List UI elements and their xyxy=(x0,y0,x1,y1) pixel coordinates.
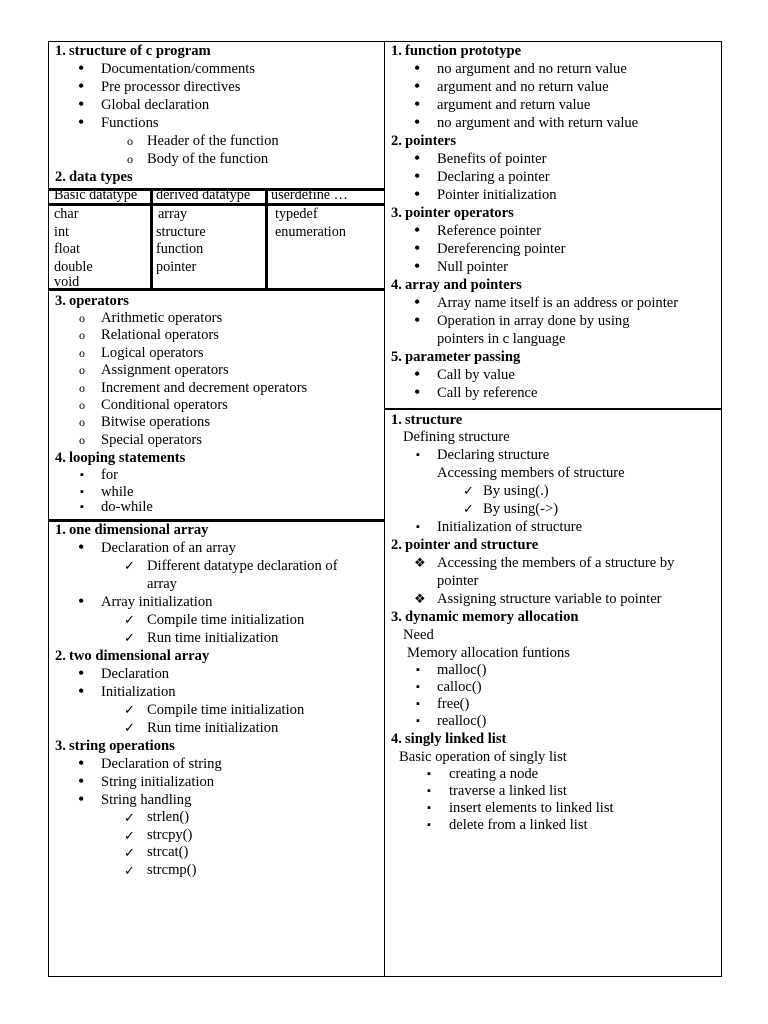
diamond-bullet-icon: ❖ xyxy=(414,555,426,570)
list-intro: Need xyxy=(403,627,434,643)
square-bullet-icon: ▪ xyxy=(427,819,431,831)
list-item: • argument and return value xyxy=(414,94,591,114)
list-item: ✓ Different datatype declaration of xyxy=(124,558,338,574)
list-item: • Declaring a pointer xyxy=(414,166,550,186)
section-heading: 2. pointers xyxy=(391,133,457,149)
square-bullet-icon: ▪ xyxy=(80,469,84,482)
list-item: • no argument and no return value xyxy=(414,58,627,78)
section-divider xyxy=(385,408,722,410)
list-item: ▪ malloc() xyxy=(416,662,487,678)
bullet-icon: • xyxy=(78,771,85,791)
list-item: o Arithmetic operators xyxy=(79,310,223,326)
list-item-continuation: Accessing members of structure xyxy=(437,465,625,481)
circle-bullet-icon: o xyxy=(79,328,85,343)
list-item-continuation: pointers in c language xyxy=(437,331,566,347)
bullet-icon: • xyxy=(78,591,85,611)
list-item: ▪ delete from a linked list xyxy=(427,817,588,833)
derived-types-cell: array structure function pointer xyxy=(156,206,206,275)
list-item-continuation: pointer xyxy=(437,573,479,589)
list-item: ✓ Run time initialization xyxy=(124,720,279,736)
list-item: o Logical operators xyxy=(79,344,204,361)
check-icon: ✓ xyxy=(124,612,135,627)
list-item: ▪ for xyxy=(80,467,119,484)
list-item: ✓ Compile time initialization xyxy=(124,702,305,718)
circle-bullet-icon: o xyxy=(79,345,85,360)
bullet-icon: • xyxy=(78,94,85,114)
circle-bullet-icon: o xyxy=(127,134,133,148)
check-icon: ✓ xyxy=(124,630,135,645)
list-item: o Conditional operators xyxy=(79,396,228,413)
list-item: • Reference pointer xyxy=(414,220,542,240)
list-item: • Pointer initialization xyxy=(414,184,557,204)
list-item: • argument and no return value xyxy=(414,76,609,96)
bullet-icon: • xyxy=(414,382,421,402)
bullet-icon: • xyxy=(414,184,421,204)
square-bullet-icon: ▪ xyxy=(416,698,420,710)
bullet-icon: • xyxy=(414,112,421,132)
list-intro: Defining structure xyxy=(403,429,510,445)
bullet-icon: • xyxy=(414,238,421,258)
list-item: ▪ traverse a linked list xyxy=(427,783,567,799)
bullet-icon: • xyxy=(414,76,421,96)
list-item: ▪ realloc() xyxy=(416,713,487,729)
data-types-table xyxy=(48,188,384,291)
list-item: ✓ strcmp() xyxy=(124,861,197,878)
list-item: ▪ Initialization of structure xyxy=(416,519,583,535)
bullet-icon: • xyxy=(414,58,421,78)
list-item: ▪ creating a node xyxy=(427,766,539,782)
list-item: o Bitwise operations xyxy=(79,414,211,431)
section-operators xyxy=(55,292,384,514)
square-bullet-icon: ▪ xyxy=(416,664,420,676)
list-intro: Memory allocation funtions xyxy=(407,645,570,661)
bullet-icon: • xyxy=(78,789,85,809)
list-item: o Assignment operators xyxy=(79,362,229,379)
check-icon: ✓ xyxy=(124,558,135,573)
list-item: ▪ insert elements to linked list xyxy=(427,800,614,816)
list-item: • Call by reference xyxy=(414,382,538,402)
bullet-icon: • xyxy=(414,364,421,384)
list-item-continuation: array xyxy=(147,576,177,592)
check-icon: ✓ xyxy=(124,827,135,843)
bullet-icon: • xyxy=(78,663,85,683)
diamond-bullet-icon: ❖ xyxy=(414,591,426,606)
check-icon: ✓ xyxy=(124,720,135,735)
list-item: • Dereferencing pointer xyxy=(414,238,566,258)
list-item: o Body of the function xyxy=(127,151,269,167)
list-item: • String handling xyxy=(78,789,192,809)
list-item: • Declaration of string xyxy=(78,753,222,773)
list-item: o Header of the function xyxy=(127,133,279,149)
bullet-icon: • xyxy=(414,310,421,330)
list-intro: Basic operation of singly list xyxy=(399,749,567,765)
check-icon: ✓ xyxy=(463,483,474,498)
table-header: Basic datatype xyxy=(54,187,138,202)
bullet-icon: • xyxy=(414,94,421,114)
square-bullet-icon: ▪ xyxy=(80,501,84,514)
section-heading: 4. looping statements xyxy=(55,450,186,467)
list-item: ❖ Accessing the members of a structure by xyxy=(414,555,675,571)
section-heading: 5. parameter passing xyxy=(391,349,521,365)
section-heading: 1. one dimensional array xyxy=(55,522,209,538)
list-item: ✓ Compile time initialization xyxy=(124,612,305,628)
list-item: • Initialization xyxy=(78,681,176,701)
list-item: • Documentation/comments xyxy=(78,58,256,78)
section-heading: 2. data types xyxy=(55,169,133,185)
list-item: ▪ while xyxy=(80,484,134,501)
circle-bullet-icon: o xyxy=(79,380,85,395)
section-heading: 3. operators xyxy=(55,293,129,309)
list-item: • Pre processor directives xyxy=(78,76,241,96)
bullet-icon: • xyxy=(78,112,85,132)
userdefined-types-cell: typedef enumeration xyxy=(275,206,346,240)
list-item: ✓ Run time initialization xyxy=(124,630,279,646)
list-item: ▪ calloc() xyxy=(416,679,482,695)
list-item: ✓ strcat() xyxy=(124,844,189,860)
section-heading: 1. function prototype xyxy=(391,43,522,59)
circle-bullet-icon: o xyxy=(79,432,85,447)
check-icon: ✓ xyxy=(124,862,135,878)
list-item: • Declaration xyxy=(78,663,170,683)
square-bullet-icon: ▪ xyxy=(427,768,431,780)
list-item: • Null pointer xyxy=(414,256,508,276)
list-item: ✓ By using(->) xyxy=(463,501,559,517)
section-heading: 3. string operations xyxy=(55,738,175,754)
section-heading: 1. structure xyxy=(391,412,463,428)
section-heading: 2. pointer and structure xyxy=(391,537,539,553)
list-item: • Declaration of an array xyxy=(78,537,236,557)
list-item: ▪ Declaring structure xyxy=(416,447,550,463)
square-bullet-icon: ▪ xyxy=(416,521,420,533)
check-icon: ✓ xyxy=(124,810,135,825)
column-divider xyxy=(384,41,385,977)
section-heading: 1. structure of c program xyxy=(55,43,211,59)
bullet-icon: • xyxy=(78,681,85,701)
section-arrays xyxy=(55,521,384,879)
bullet-icon: • xyxy=(78,58,85,78)
circle-bullet-icon: o xyxy=(79,363,85,378)
list-item: • Array initialization xyxy=(78,591,213,611)
section-heading: 3. pointer operators xyxy=(391,205,514,221)
list-item: ✓ strlen() xyxy=(124,809,190,825)
bullet-icon: • xyxy=(78,76,85,96)
check-icon: ✓ xyxy=(463,501,474,516)
bullet-icon: • xyxy=(414,166,421,186)
bullet-icon: • xyxy=(78,753,85,773)
bullet-icon: • xyxy=(414,292,421,312)
list-item: • no argument and with return value xyxy=(414,112,639,132)
list-item: • Benefits of pointer xyxy=(414,148,547,168)
bullet-icon: • xyxy=(78,537,85,557)
list-item: ❖ Assigning structure variable to pointer xyxy=(414,591,662,607)
bullet-icon: • xyxy=(414,256,421,276)
list-item: ✓ strcpy() xyxy=(124,826,193,843)
check-icon: ✓ xyxy=(124,702,135,717)
square-bullet-icon: ▪ xyxy=(416,681,420,693)
list-item: ▪ free() xyxy=(416,696,470,712)
square-bullet-icon: ▪ xyxy=(80,486,84,499)
list-item: • String initialization xyxy=(78,771,215,791)
table-header: userdefine … xyxy=(271,187,348,202)
section-heading: 4. singly linked list xyxy=(391,731,507,747)
list-item: • Global declaration xyxy=(78,94,210,114)
circle-bullet-icon: o xyxy=(79,311,85,325)
bullet-icon: • xyxy=(414,220,421,240)
list-item: • Call by value xyxy=(414,364,515,384)
bullet-icon: • xyxy=(414,148,421,168)
list-item: ✓ By using(.) xyxy=(463,483,549,499)
square-bullet-icon: ▪ xyxy=(416,715,420,727)
circle-bullet-icon: o xyxy=(79,397,85,412)
section-structure-of-c-program xyxy=(55,42,384,186)
list-item: o Increment and decrement operators xyxy=(79,379,308,396)
square-bullet-icon: ▪ xyxy=(416,449,420,461)
square-bullet-icon: ▪ xyxy=(427,785,431,797)
list-item: • Operation in array done by using xyxy=(414,310,630,330)
basic-types-cell: char int float double void xyxy=(54,206,93,289)
circle-bullet-icon: o xyxy=(79,415,85,430)
section-structures xyxy=(391,411,722,834)
section-heading: 2. two dimensional array xyxy=(55,648,210,664)
list-item: o Special operators xyxy=(79,431,202,448)
list-item: ▪ do-while xyxy=(80,499,153,516)
check-icon: ✓ xyxy=(124,845,135,860)
section-heading: 4. array and pointers xyxy=(391,277,522,293)
list-item: • Functions xyxy=(78,112,159,132)
section-functions-pointers xyxy=(391,42,722,402)
circle-bullet-icon: o xyxy=(127,152,133,166)
list-item: o Relational operators xyxy=(79,327,219,344)
table-header: derived datatype xyxy=(156,187,251,202)
square-bullet-icon: ▪ xyxy=(427,802,431,814)
section-heading: 3. dynamic memory allocation xyxy=(391,609,579,625)
list-item: • Array name itself is an address or pointer xyxy=(414,292,679,312)
